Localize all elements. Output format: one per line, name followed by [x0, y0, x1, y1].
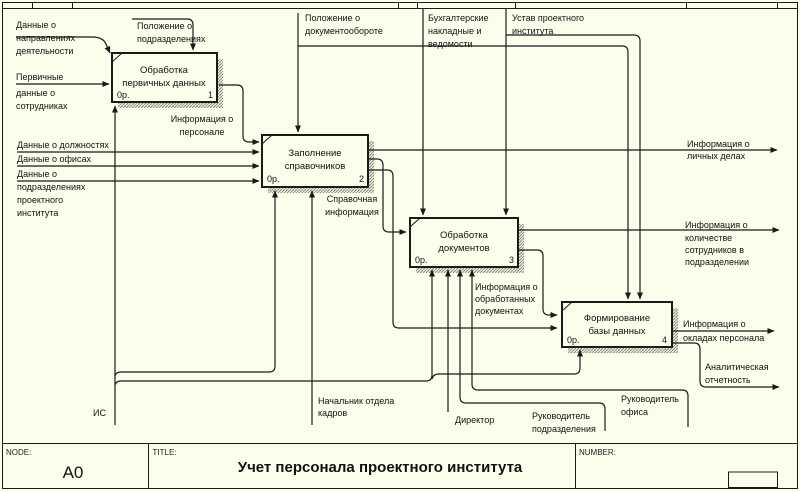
label-employee-count-info: подразделении — [685, 257, 750, 267]
box1-number: 1 — [207, 90, 213, 100]
label-personnel-info: персонале — [179, 127, 225, 137]
label-divisions-data: института — [17, 208, 59, 218]
box3-number: 3 — [508, 255, 514, 265]
label-offices-data: Данные о офисах — [17, 154, 91, 164]
label-personnel-info: Информация о — [170, 114, 234, 124]
arrow-charter-branch — [506, 35, 640, 299]
label-positions-data: Данные о должностях — [17, 140, 109, 150]
node-label: NODE: — [6, 448, 32, 457]
label-activity-directions: деятельности — [16, 46, 74, 56]
label-office-head: офиса — [621, 407, 648, 417]
box2-cost: 0р. — [267, 174, 280, 184]
label-information-system: ИС — [93, 408, 106, 418]
diagram-title: Учет персонала проектного института — [237, 459, 523, 476]
box4-title-line: Формирование — [583, 313, 651, 324]
label-processed-docs-info: обработанных — [475, 294, 536, 304]
box3-title-line: документов — [438, 243, 490, 254]
activity-box-directory-filling[interactable] — [262, 135, 368, 187]
label-charter: Устав проектного — [512, 13, 585, 23]
label-docflow-regulation: Положение о — [305, 13, 361, 23]
label-division-head: Руководитель — [532, 411, 590, 421]
label-reference-info: Справочная — [326, 194, 378, 204]
label-accounting-docs: ведомости — [428, 39, 473, 49]
label-activity-directions: Данные о — [16, 20, 57, 30]
box4-cost: 0р. — [567, 335, 580, 345]
box1-cost: 0р. — [117, 90, 130, 100]
label-salary-info: окладах персонала — [683, 333, 765, 343]
label-divisions-data: Данные о — [17, 169, 58, 179]
label-analytics-reporting: отчетность — [705, 375, 751, 385]
box2-title-line: Заполнение — [288, 148, 342, 159]
box2-title-line: справочников — [284, 161, 346, 172]
box2-number: 2 — [358, 174, 364, 184]
label-personal-files-info: Информация о — [687, 139, 750, 149]
activity-box-primary-data-processing[interactable] — [112, 53, 217, 102]
label-processed-docs-info: Информация о — [475, 282, 538, 292]
label-division-head: подразделения — [532, 424, 596, 434]
activity-box-database-formation[interactable] — [562, 302, 672, 347]
label-personal-files-info: личных делах — [687, 151, 746, 161]
label-accounting-docs: накладные и — [428, 26, 482, 36]
arrow-is-to-box3 — [115, 270, 432, 385]
node-value: A0 — [62, 463, 84, 482]
label-hr-department-head: кадров — [318, 408, 348, 418]
label-primary-data: сотрудниках — [16, 101, 68, 111]
label-division-regulation: Положение о — [137, 21, 193, 31]
label-employee-count-info: Информация о — [685, 220, 748, 230]
box4-title-line: базы данных — [588, 326, 646, 337]
label-director: Директор — [455, 415, 495, 425]
label-division-regulation: подразделениях — [137, 34, 206, 44]
label-primary-data: Первичные — [16, 72, 64, 82]
label-employee-count-info: сотрудников в — [685, 245, 744, 255]
label-hr-department-head: Начальник отдела — [318, 396, 395, 406]
label-divisions-data: проектного — [17, 195, 64, 205]
box3-cost: 0р. — [415, 255, 428, 265]
label-divisions-data: подразделениях — [17, 182, 86, 192]
box1-title-line: первичных данных — [122, 78, 206, 89]
label-office-head: Руководитель — [621, 394, 679, 404]
label-analytics-reporting: Аналитическая — [705, 362, 769, 372]
box3-title-line: Обработка — [440, 230, 488, 241]
label-salary-info: Информация о — [683, 319, 746, 329]
page-number-box — [729, 472, 778, 488]
title-label: TITLE: — [152, 448, 177, 457]
arrow-is-to-box2 — [115, 191, 275, 376]
number-label: NUMBER: — [579, 448, 616, 457]
label-primary-data: данные о — [16, 88, 56, 98]
label-accounting-docs: Бухгалтерские — [428, 13, 489, 23]
label-reference-info: информация — [325, 207, 379, 217]
box4-number: 4 — [661, 335, 667, 345]
label-docflow-regulation: документообороте — [305, 26, 383, 36]
label-charter: института — [512, 26, 554, 36]
label-activity-directions: направлениях — [16, 33, 76, 43]
box1-title-line: Обработка — [140, 65, 188, 76]
arrow-is-to-box4 — [432, 350, 580, 379]
label-employee-count-info: количестве — [685, 233, 733, 243]
activity-box-document-processing[interactable] — [410, 218, 518, 267]
label-processed-docs-info: документах — [475, 306, 524, 316]
